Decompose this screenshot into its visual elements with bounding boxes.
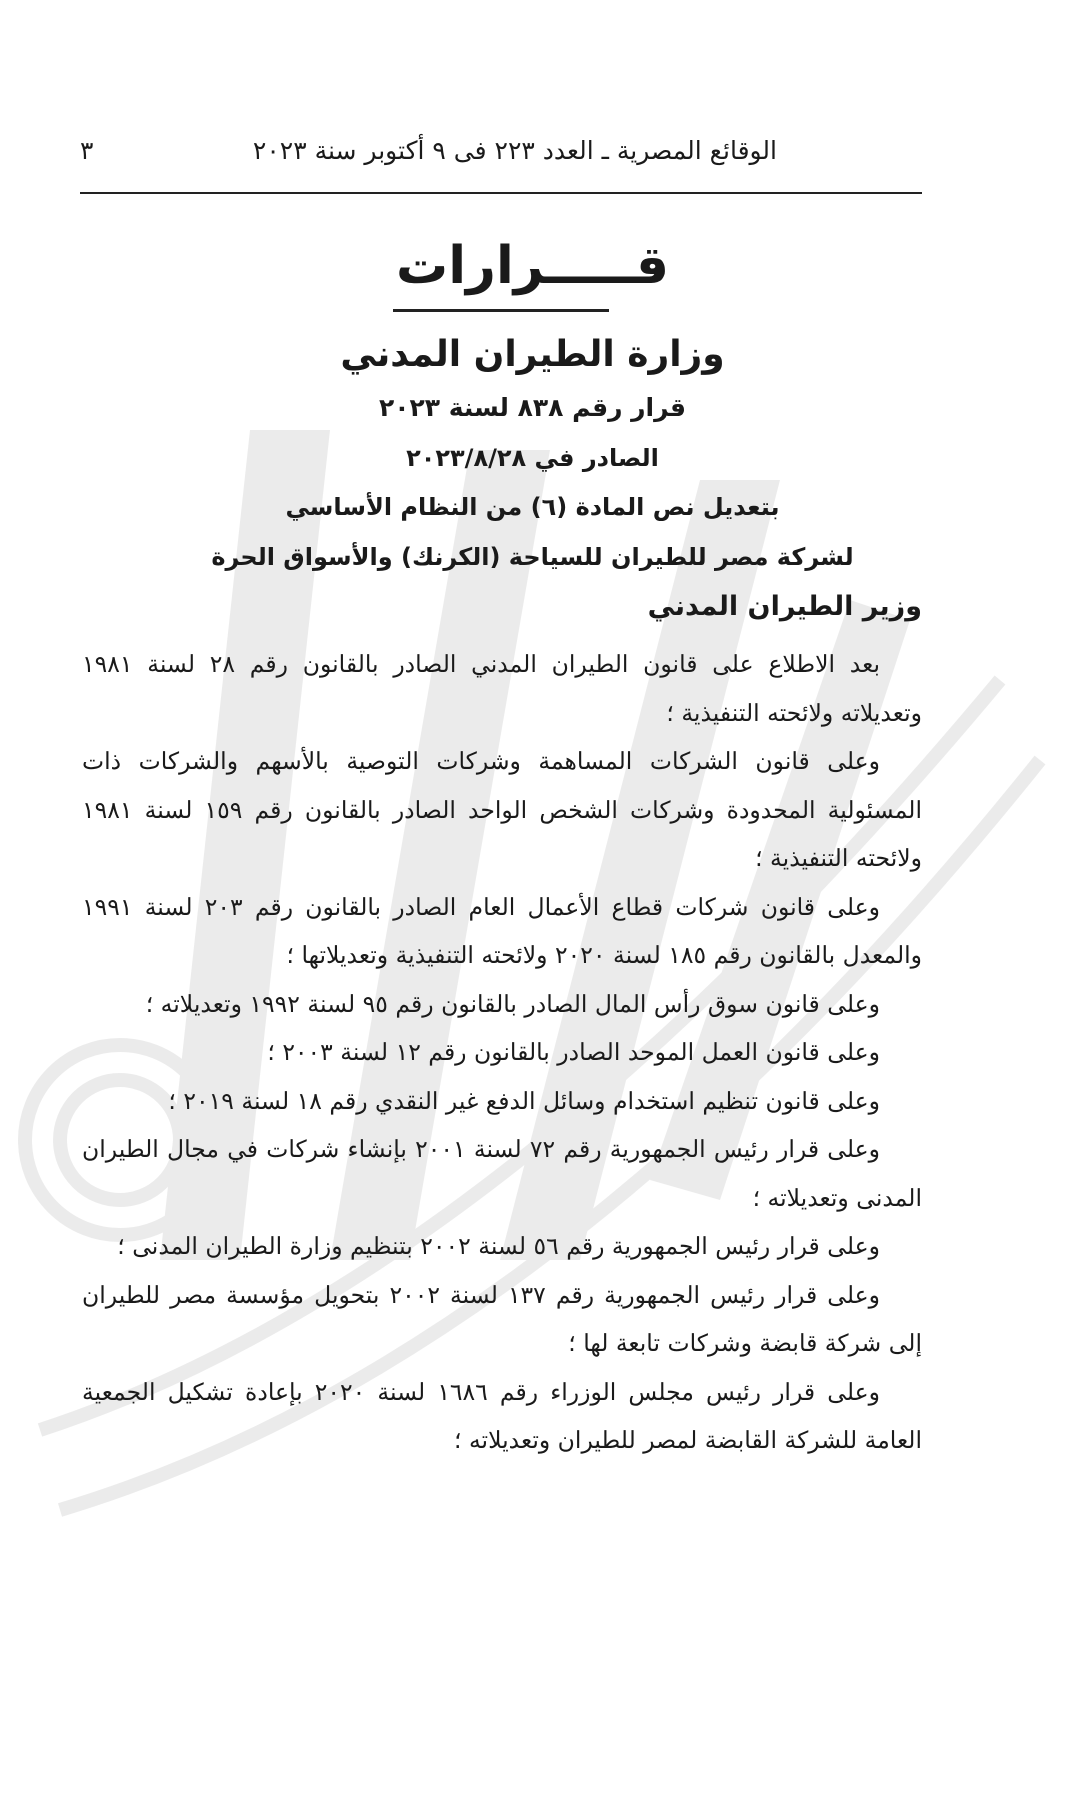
decree-subject-line-2: لشركة مصر للطيران للسياحة (الكرنك) والأسواق الحرة <box>211 543 854 571</box>
preamble-paragraph: وعلى قرار رئيس الجمهورية رقم ١٣٧ لسنة ٢٠٠٢ بتحويل مؤسسة مصر للطيران إلى شركة قابضة وشركات تابعة لها ؛ <box>82 1280 922 1357</box>
page-header <box>80 136 922 176</box>
preamble-paragraph: بعد الاطلاع على قانون الطيران المدني الصادر بالقانون رقم ٢٨ لسنة ١٩٨١ وتعديلاته ولائحته التنفيذية ؛ <box>82 650 922 727</box>
preamble-paragraph: وعلى قانون العمل الموحد الصادر بالقانون رقم ١٢ لسنة ٢٠٠٣ ؛ <box>267 1038 880 1066</box>
decree-issued-date: الصادر في ٢٠٢٣/٨/٢٨ <box>406 444 659 472</box>
header-divider <box>80 192 922 194</box>
section-title: قـــــرارات <box>395 236 670 296</box>
preamble-paragraph: وعلى قانون الشركات المساهمة وشركات التوصية بالأسهم والشركات ذات المسئولية المحدودة وشركات الشخص الواحد الصادر بالقانون رقم ١٥٩ لسنة ١٩٨١ ولائحته التنفيذية ؛ <box>82 747 922 872</box>
preamble-paragraph: وعلى قرار رئيس الجمهورية رقم ٥٦ لسنة ٢٠٠٢ بتنظيم وزارة الطيران المدنى ؛ <box>117 1232 880 1260</box>
gazette-issue-title: الوقائع المصرية ـ العدد ٢٢٣ فى ٩ أكتوبر سنة ٢٠٢٣ <box>252 136 777 165</box>
decree-number: قرار رقم ٨٣٨ لسنة ٢٠٢٣ <box>378 393 687 422</box>
preamble-paragraph: وعلى قانون تنظيم استخدام وسائل الدفع غير النقدي رقم ١٨ لسنة ٢٠١٩ ؛ <box>168 1086 880 1115</box>
preamble-paragraph: وعلى قرار رئيس الجمهورية رقم ٧٢ لسنة ٢٠٠١ بإنشاء شركات في مجال الطيران المدنى وتعديلاته ؛ <box>82 1135 922 1212</box>
minister-title: وزير الطيران المدني <box>647 591 922 622</box>
page-number: ٣ <box>80 136 94 165</box>
preamble-paragraph: وعلى قانون شركات قطاع الأعمال العام الصادر بالقانون رقم ٢٠٣ لسنة ١٩٩١ والمعدل بالقانون رقم ١٨٥ لسنة ٢٠٢٠ ولائحته التنفيذية وتعديلاتها ؛ <box>82 892 922 969</box>
decree-preamble <box>82 640 922 1465</box>
ministry-name: وزارة الطيران المدني <box>340 334 725 375</box>
section-title-underline <box>393 309 609 312</box>
preamble-paragraph: وعلى قانون سوق رأس المال الصادر بالقانون رقم ٩٥ لسنة ١٩٩٢ وتعديلاته ؛ <box>145 989 880 1018</box>
decree-subject-line-1: بتعديل نص المادة (٦) من النظام الأساسي <box>285 493 780 521</box>
preamble-paragraph: وعلى قرار رئيس مجلس الوزراء رقم ١٦٨٦ لسنة ٢٠٢٠ بإعادة تشكيل الجمعية العامة للشركة القابضة لمصر للطيران وتعديلاته ؛ <box>82 1377 922 1454</box>
